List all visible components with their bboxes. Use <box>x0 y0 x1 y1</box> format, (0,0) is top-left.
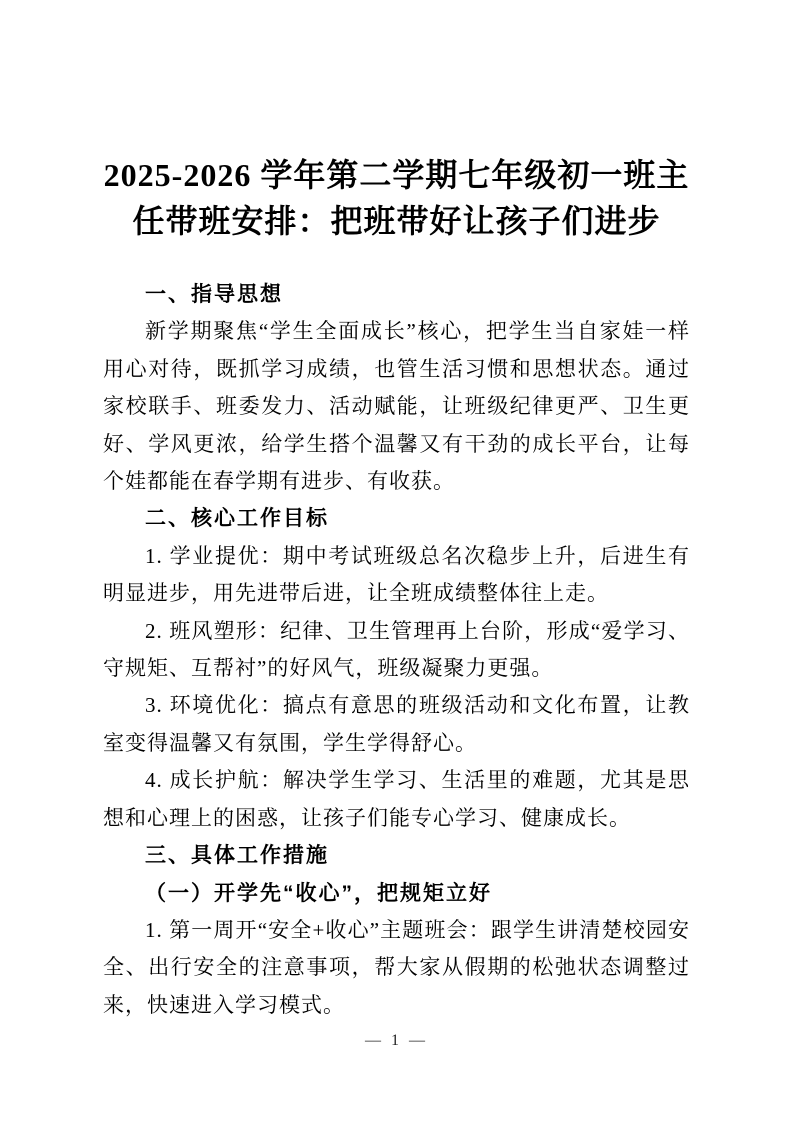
paragraph-goal-growth-support: 4. 成长护航：解决学生学习、生活里的难题，尤其是思想和心理上的困惑，让孩子们能专心学习、健康成长。 <box>103 768 690 830</box>
section-heading-specific-measures: 三、具体工作措施 <box>145 844 329 868</box>
section-heading-core-goals: 二、核心工作目标 <box>145 507 329 531</box>
document-title <box>103 152 690 244</box>
section-heading-guiding-ideology: 一、指导思想 <box>145 283 283 306</box>
paragraph-first-week-class-meeting: 1. 第一周开“安全+收心”主题班会：跟学生讲清楚校园安全、出行安全的注意事项，帮大家从假期的松弛状态调整过来，快速进入学习模式。 <box>103 917 690 1017</box>
paragraph-guiding-ideology: 新学期聚焦“学生全面成长”核心，把学生当自家娃一样用心对待，既抓学习成绩，也管生活习惯和思想状态。通过家校联手、班委发力、活动赋能，让班级纪律更严、卫生更好、学风更浓，给学生搭个温馨又有干劲的成长平台，让每个娃都能在春学期有进步、有收获。 <box>103 319 690 494</box>
document-title-line-1: 2025-2026 学年第二学期七年级初一班主 <box>103 157 690 193</box>
subsection-heading-settle-in: （一）开学先“收心”，把规矩立好 <box>145 881 492 905</box>
paragraph-goal-environment: 3. 环境优化：搞点有意思的班级活动和文化布置，让教室变得温馨又有氛围，学生学得舒心。 <box>103 693 690 755</box>
document-body <box>103 276 690 1024</box>
document-title-line-2: 任带班安排：把班带好让孩子们进步 <box>132 203 661 239</box>
paragraph-goal-class-culture: 2. 班风塑形：纪律、卫生管理再上台阶，形成“爱学习、守规矩、互帮衬”的好风气，班级凝聚力更强。 <box>103 618 690 681</box>
paragraph-goal-academic: 1. 学业提优：期中考试班级总名次稳步上升，后进生有明显进步，用先进带后进，让全班成绩整体往上走。 <box>103 543 690 606</box>
page-number: — 1 — <box>365 1032 428 1049</box>
